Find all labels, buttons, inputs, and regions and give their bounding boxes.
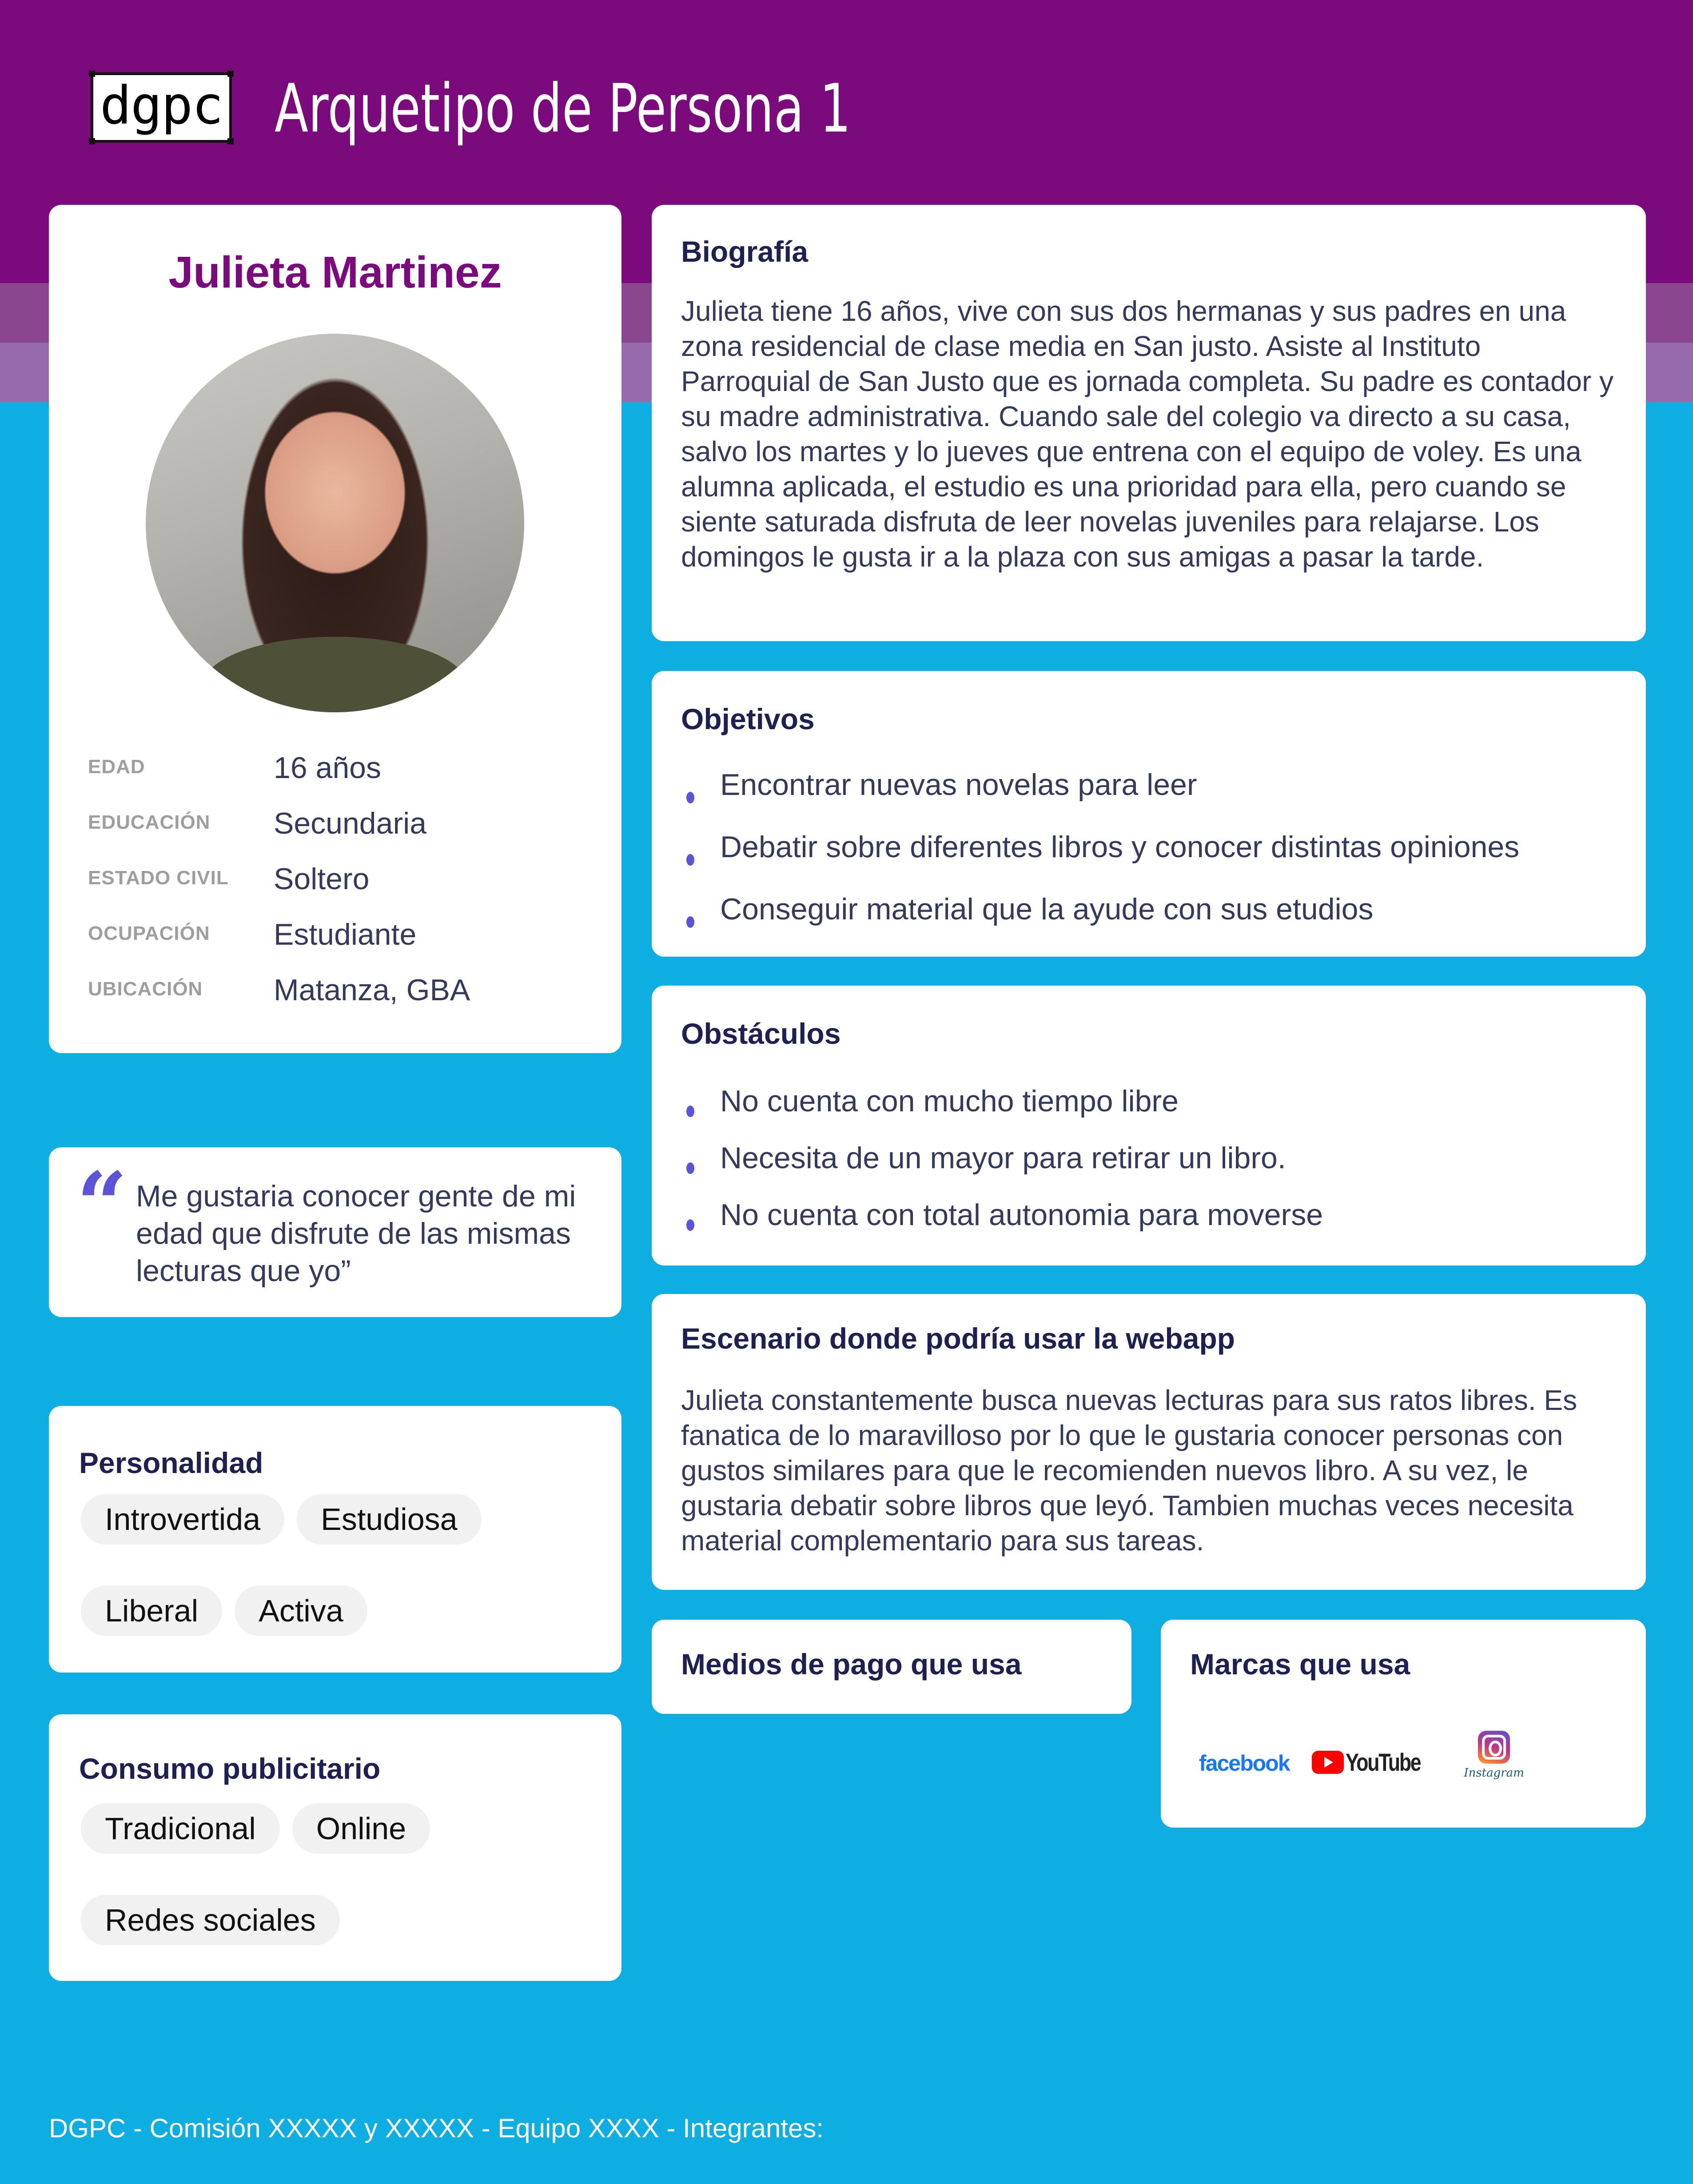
logo-handle	[89, 138, 95, 144]
logo-handle	[227, 138, 234, 144]
profile-card	[49, 205, 621, 1053]
dgpc-logo	[91, 72, 232, 143]
footer-text: DGPC - Comisión XXXXX y XXXXX - Equipo XXXX - Integrantes:	[49, 2113, 824, 2143]
section-title: Consumo publicitario	[79, 1752, 381, 1785]
payment-card	[652, 1620, 1131, 1714]
brand-logos	[1161, 1731, 1646, 1793]
youtube-logo-icon	[1312, 1748, 1439, 1777]
page-title: Arquetipo de Persona 1	[275, 70, 851, 148]
tag: Online	[292, 1803, 430, 1854]
logo-handle	[89, 71, 95, 77]
facebook-logo-icon: facebook	[1199, 1751, 1290, 1776]
scenario-card	[652, 1294, 1646, 1590]
instagram-wordmark: Instagram	[1464, 1766, 1524, 1780]
field-value: Matanza, GBA	[274, 973, 470, 1007]
list-item: Encontrar nuevas novelas para leer	[681, 764, 1519, 826]
goals-card	[652, 671, 1646, 957]
section-title: Biografía	[681, 235, 809, 268]
field-value: 16 años	[274, 751, 381, 785]
youtube-wordmark: YouTube	[1346, 1748, 1421, 1776]
tag-list	[81, 1494, 592, 1636]
tag: Liberal	[81, 1585, 222, 1636]
tag-list	[81, 1803, 592, 1945]
obstacles-list	[681, 1081, 1323, 1251]
persona-name: Julieta Martinez	[168, 248, 502, 297]
quote-card	[49, 1147, 621, 1317]
field-value: Secundaria	[274, 807, 427, 840]
logo-handle	[227, 71, 234, 77]
instagram-logo-icon	[1463, 1731, 1525, 1780]
list-item: No cuenta con total autonomia para moverse	[681, 1194, 1323, 1251]
field-value: Estudiante	[274, 918, 417, 951]
scenario-text: Julieta constantemente busca nuevas lecturas para sus ratos libres. Es fanatica de lo maravilloso por lo que le gustaria conocer personas con gustos similares para que le recomienden nuevos libro. A su vez, le gustaria debatir sobre libros que leyó. Tambien muchas veces necesita material complementario para sus tareas.	[681, 1384, 1577, 1557]
section-title: Objetivos	[681, 703, 815, 735]
list-item: No cuenta con mucho tiempo libre	[681, 1081, 1323, 1138]
section-title: Medios de pago que usa	[681, 1648, 1022, 1681]
personality-card	[49, 1406, 621, 1673]
photo-jacket	[203, 637, 467, 712]
list-item: Conseguir material que la ayude con sus etudios	[681, 889, 1519, 951]
tag: Introvertida	[81, 1494, 284, 1545]
field-label: ESTADO CIVIL	[88, 867, 229, 889]
field-label: UBICACIÓN	[88, 978, 203, 1000]
biography-text: Julieta tiene 16 años, vive con sus dos hermanas y sus padres en una zona residencial de clase media en San justo. Asiste al Instituto Parroquial de San Justo que es jornada completa. Su padre es contador y su madre administrativa. Cuando sale del colegio va directo a su casa, salvo los martes y lo jueves que entrena con el equipo de voley. Es una alumna aplicada, el estudio es una prioridad para ella, pero cuando se siente saturada disfruta de leer novelas juveniles para relajarse. Los domingos le gusta ir a la plaza con sus amigas a pasar la tarde.	[681, 295, 1614, 573]
persona-photo	[146, 334, 524, 712]
tag: Redes sociales	[81, 1895, 340, 1945]
logo-text: dgpc	[100, 75, 223, 136]
section-title: Marcas que usa	[1190, 1648, 1410, 1681]
field-label: EDUCACIÓN	[88, 811, 211, 833]
brands-card	[1161, 1620, 1646, 1828]
section-title: Personalidad	[79, 1446, 263, 1479]
field-value: Soltero	[274, 862, 370, 896]
section-title: Escenario donde podría usar la webapp	[681, 1322, 1235, 1355]
list-item: Debatir sobre diferentes libros y conocer distintas opiniones	[681, 826, 1519, 889]
quote-text: Me gustaria conocer gente de mi edad que disfrute de las mismas lecturas que yo”	[136, 1179, 576, 1288]
section-title: Obstáculos	[681, 1017, 841, 1050]
goals-list	[681, 764, 1519, 951]
tag: Tradicional	[81, 1803, 280, 1854]
youtube-play-icon	[1312, 1751, 1344, 1774]
advertising-card	[49, 1714, 621, 1981]
tag: Estudiosa	[297, 1494, 481, 1545]
field-label: OCUPACIÓN	[88, 922, 210, 944]
biography-card	[652, 205, 1646, 641]
list-item: Necesita de un mayor para retirar un libro.	[681, 1138, 1323, 1194]
tag: Activa	[235, 1585, 367, 1636]
field-label: EDAD	[88, 756, 145, 778]
obstacles-card	[652, 986, 1646, 1266]
instagram-camera-icon	[1478, 1731, 1510, 1764]
quote-icon: “	[76, 1153, 128, 1257]
